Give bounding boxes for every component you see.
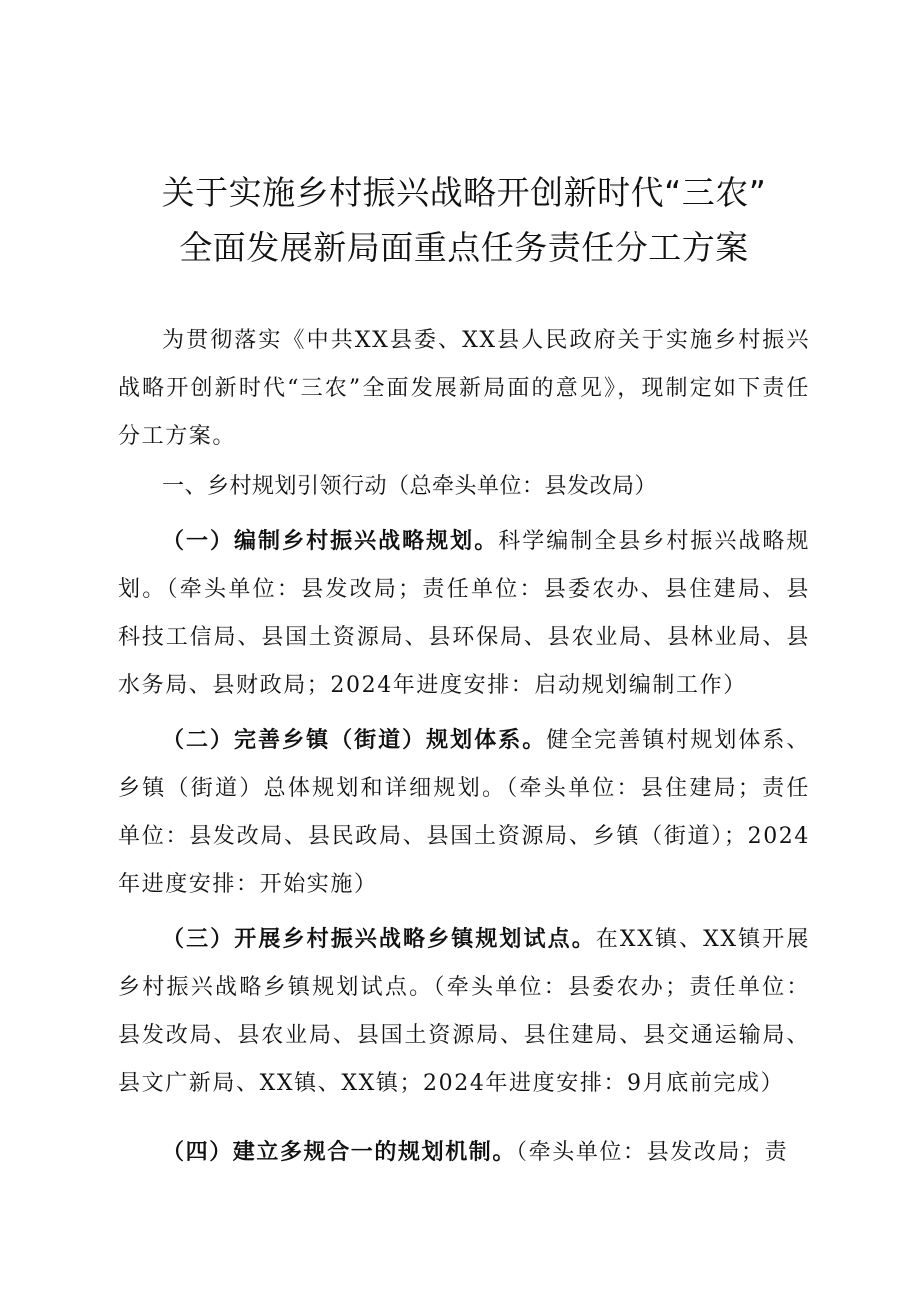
task-item-body: 科学编制全县乡村振兴战略规划。（牵头单位：县发改局；责任单位：县委农办、县住建局、县科技工信局、县国土资源局、县环保局、县农业局、县林业局、县水务局、县财政局；2024年进度安排：启动规划编制工作） [118, 529, 810, 698]
document-title [118, 165, 810, 275]
intro-paragraph: 为贯彻落实《中共XX县委、XX县人民政府关于实施乡村振兴战略开创新时代“三农”全面发展新局面的意见》，现制定如下责任分工方案。 [118, 328, 810, 449]
task-item-body: 在XX镇、XX镇开展乡村振兴战略乡镇规划试点。（牵头单位：县委农办；责任单位：县发改局、县农业局、县国土资源局、县住建局、县交通运输局、县文广新局、XX镇、XX镇；2024年进度安排：9月底前完成） [118, 927, 810, 1096]
task-item-title: （四）建立多规合一的规划机制。 [162, 1139, 517, 1165]
task-item-body: （牵头单位：县发改局；责 [516, 1140, 789, 1165]
section-heading: 一、乡村规划引领行动（总牵头单位：县发改局） [162, 474, 658, 499]
task-item-title: （二）完善乡镇（街道）规划体系。 [162, 727, 547, 753]
task-item-1 [118, 517, 810, 710]
task-item-3 [118, 915, 810, 1108]
task-item-body: 健全完善镇村规划体系、乡镇（街道）总体规划和详细规划。（牵头单位：县住建局；责任单位：县发改局、县民政局、县国土资源局、乡镇（街道）；2024年进度安排：开始实施） [118, 728, 810, 897]
task-item-4 [118, 1128, 810, 1177]
task-item-2 [118, 716, 810, 909]
title-line-2: 全面发展新局面重点任务责任分工方案 [179, 228, 749, 267]
task-item-title: （一）编制乡村振兴战略规划。 [162, 528, 499, 554]
title-line-1: 关于实施乡村振兴战略开创新时代“三农” [161, 173, 767, 212]
task-item-title: （三）开展乡村振兴战略乡镇规划试点。 [162, 926, 596, 952]
paragraph-gap [118, 1114, 810, 1128]
